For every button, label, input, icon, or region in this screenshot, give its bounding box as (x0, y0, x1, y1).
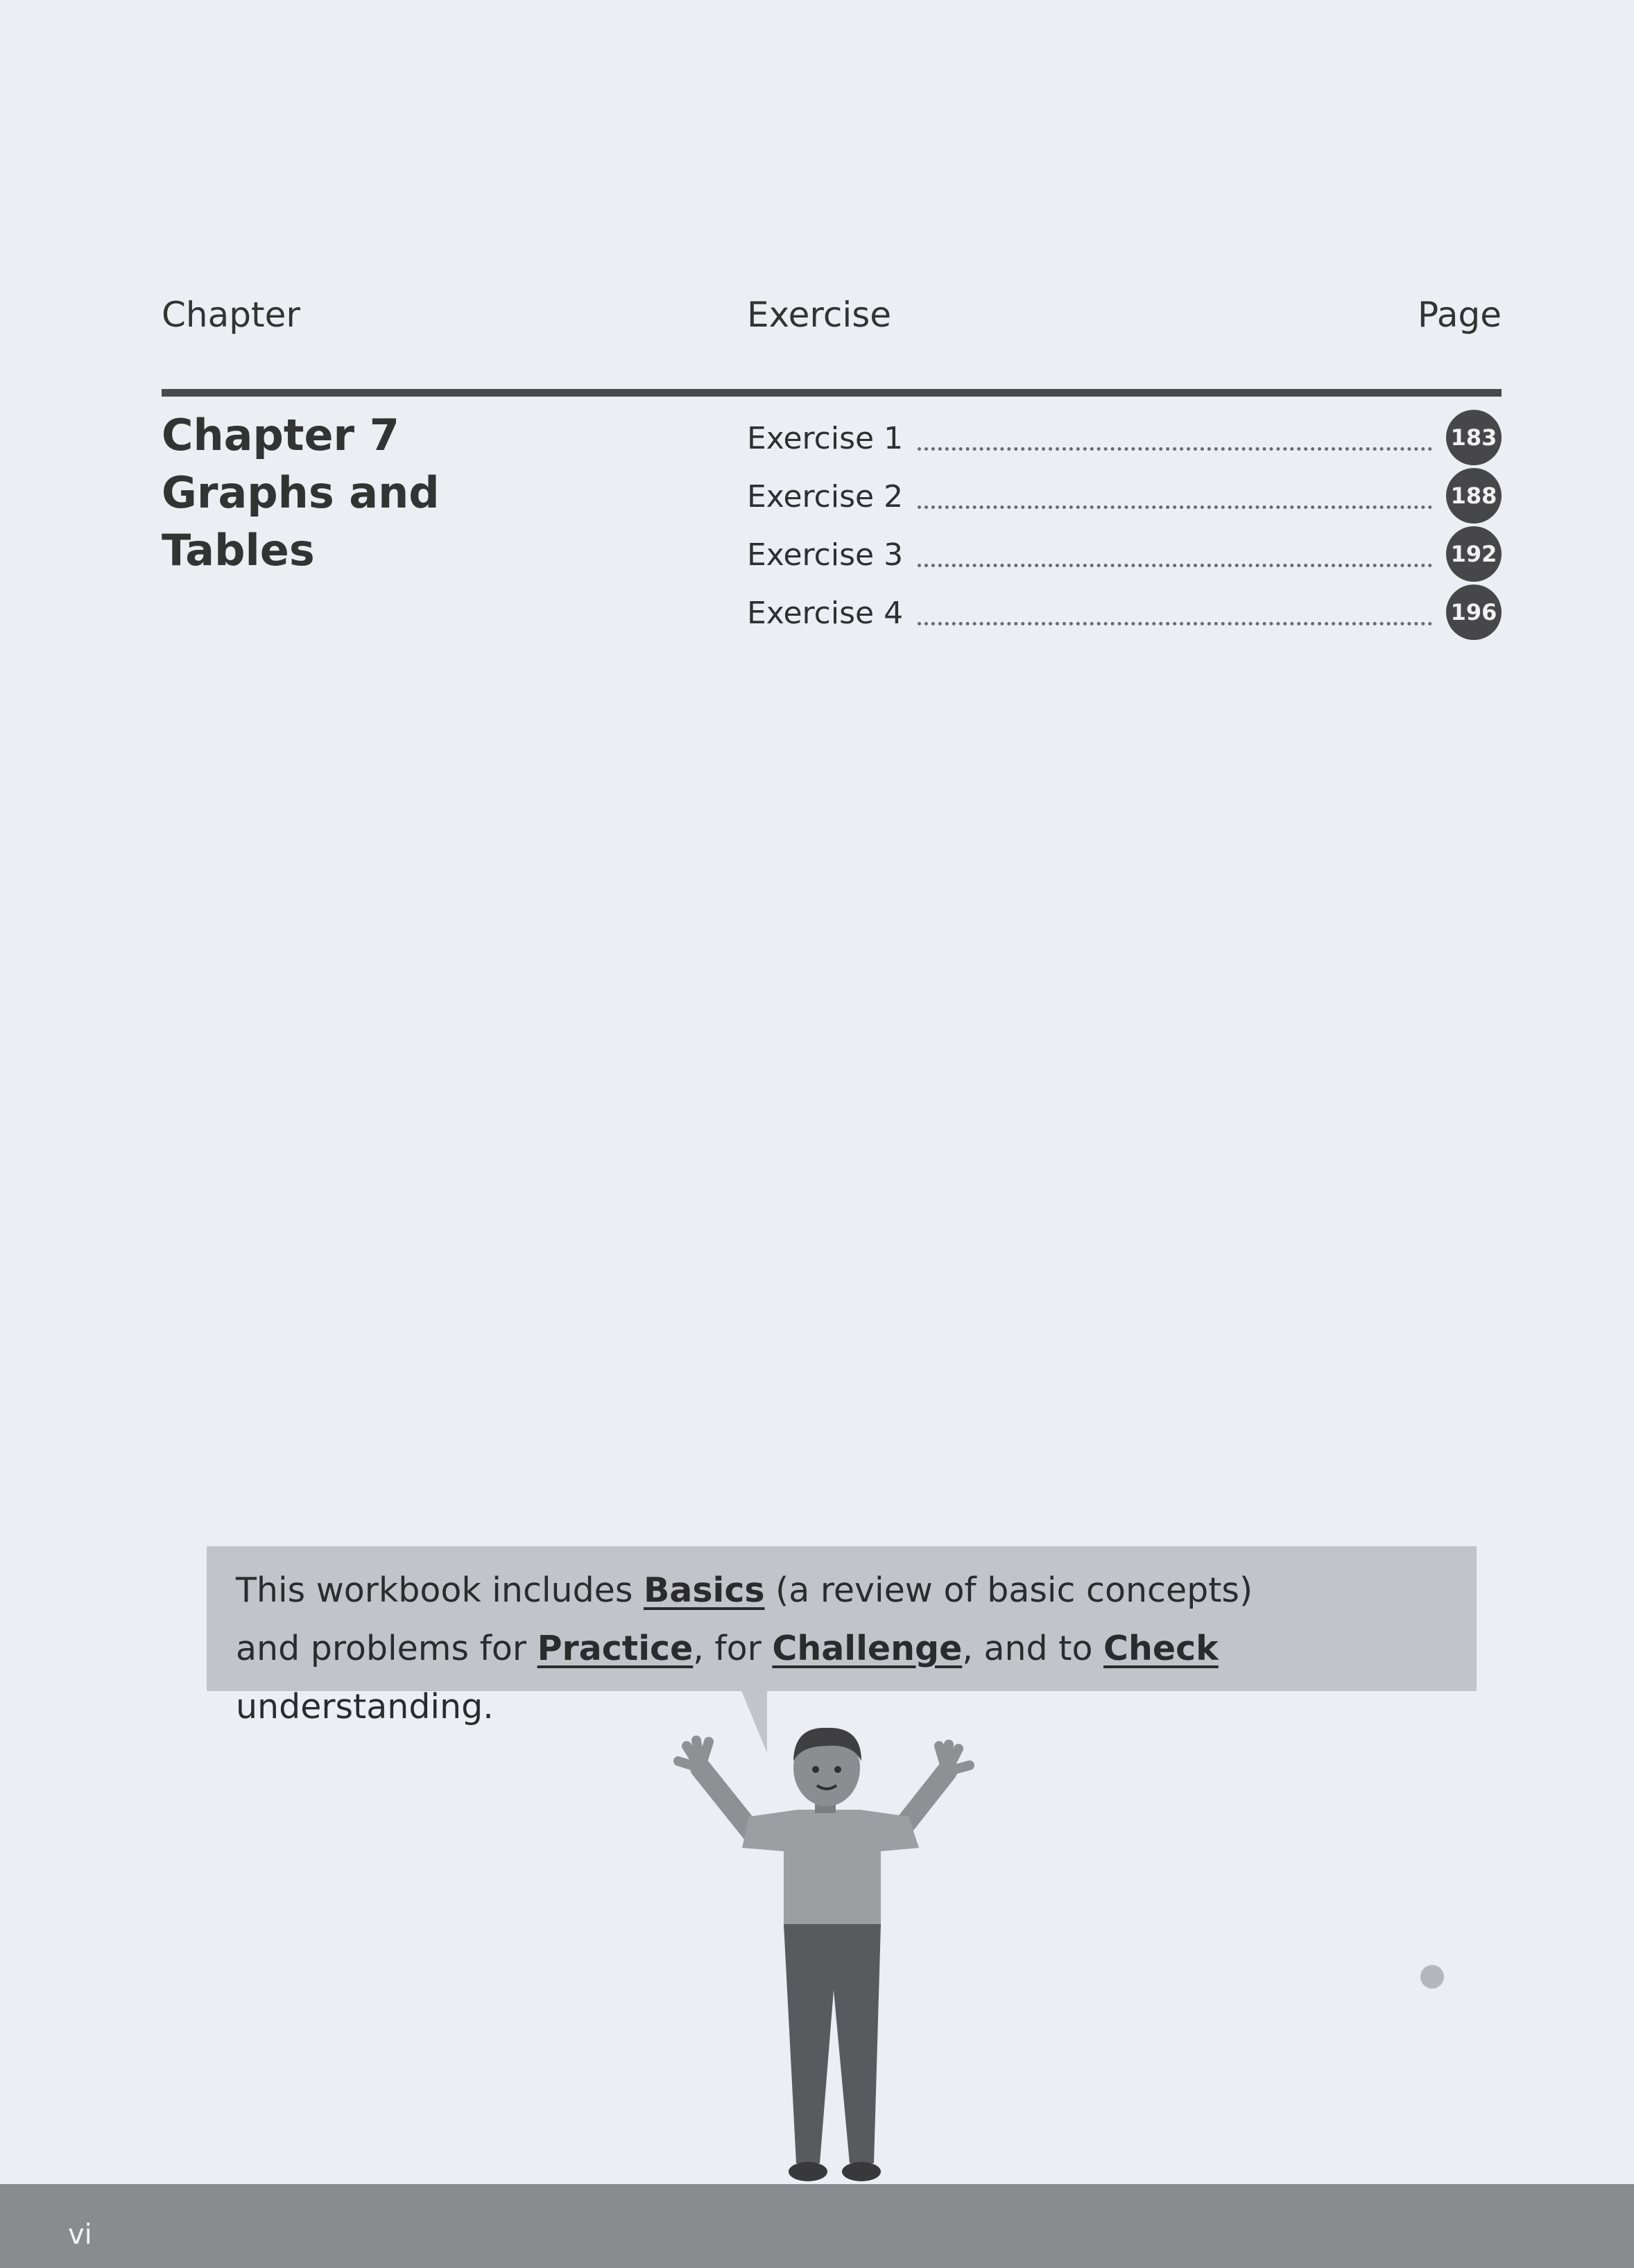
column-header-exercise: Exercise (747, 295, 892, 335)
chapter-name-line2: Tables (162, 525, 315, 575)
dot-leader (918, 564, 1432, 567)
workbook-info-box (207, 1546, 1477, 1726)
info-line-1: This workbook includes Basics (a review of basic concepts) (236, 1570, 1253, 1610)
header-rule (162, 389, 1502, 397)
exercise-row[interactable] (747, 526, 1502, 585)
child-illustration (673, 1713, 978, 2184)
exercise-row[interactable] (747, 585, 1502, 643)
exercise-label: Exercise 3 (747, 537, 904, 573)
dot-leader (918, 447, 1432, 451)
paper-speck (1420, 1965, 1444, 1989)
exercise-row[interactable] (747, 468, 1502, 526)
column-header-chapter: Chapter (162, 295, 300, 335)
exercise-label: Exercise 2 (747, 479, 904, 514)
page-folio: vi (68, 2219, 92, 2251)
page-number-badge: 192 (1446, 526, 1502, 582)
page-number-badge: 196 (1446, 585, 1502, 640)
page-number-badge: 183 (1446, 410, 1502, 465)
dot-leader (918, 622, 1432, 625)
practice-term: Practice (537, 1629, 694, 1668)
chapter-name-line1: Graphs and (162, 467, 440, 518)
exercise-label: Exercise 1 (747, 421, 904, 456)
dot-leader (918, 505, 1432, 509)
page-number-badge: 188 (1446, 468, 1502, 523)
challenge-term: Challenge (772, 1629, 963, 1668)
exercise-row[interactable] (747, 410, 1502, 468)
basics-term: Basics (643, 1570, 765, 1610)
info-line-2: and problems for Practice, for Challenge, and to Check understanding. (236, 1629, 1219, 1726)
chapter-title (162, 406, 440, 579)
footer-bar (0, 2184, 1634, 2268)
chapter-number: Chapter 7 (162, 410, 399, 460)
exercise-label: Exercise 4 (747, 596, 904, 631)
check-term: Check (1103, 1629, 1219, 1668)
column-header-page: Page (1417, 295, 1502, 335)
